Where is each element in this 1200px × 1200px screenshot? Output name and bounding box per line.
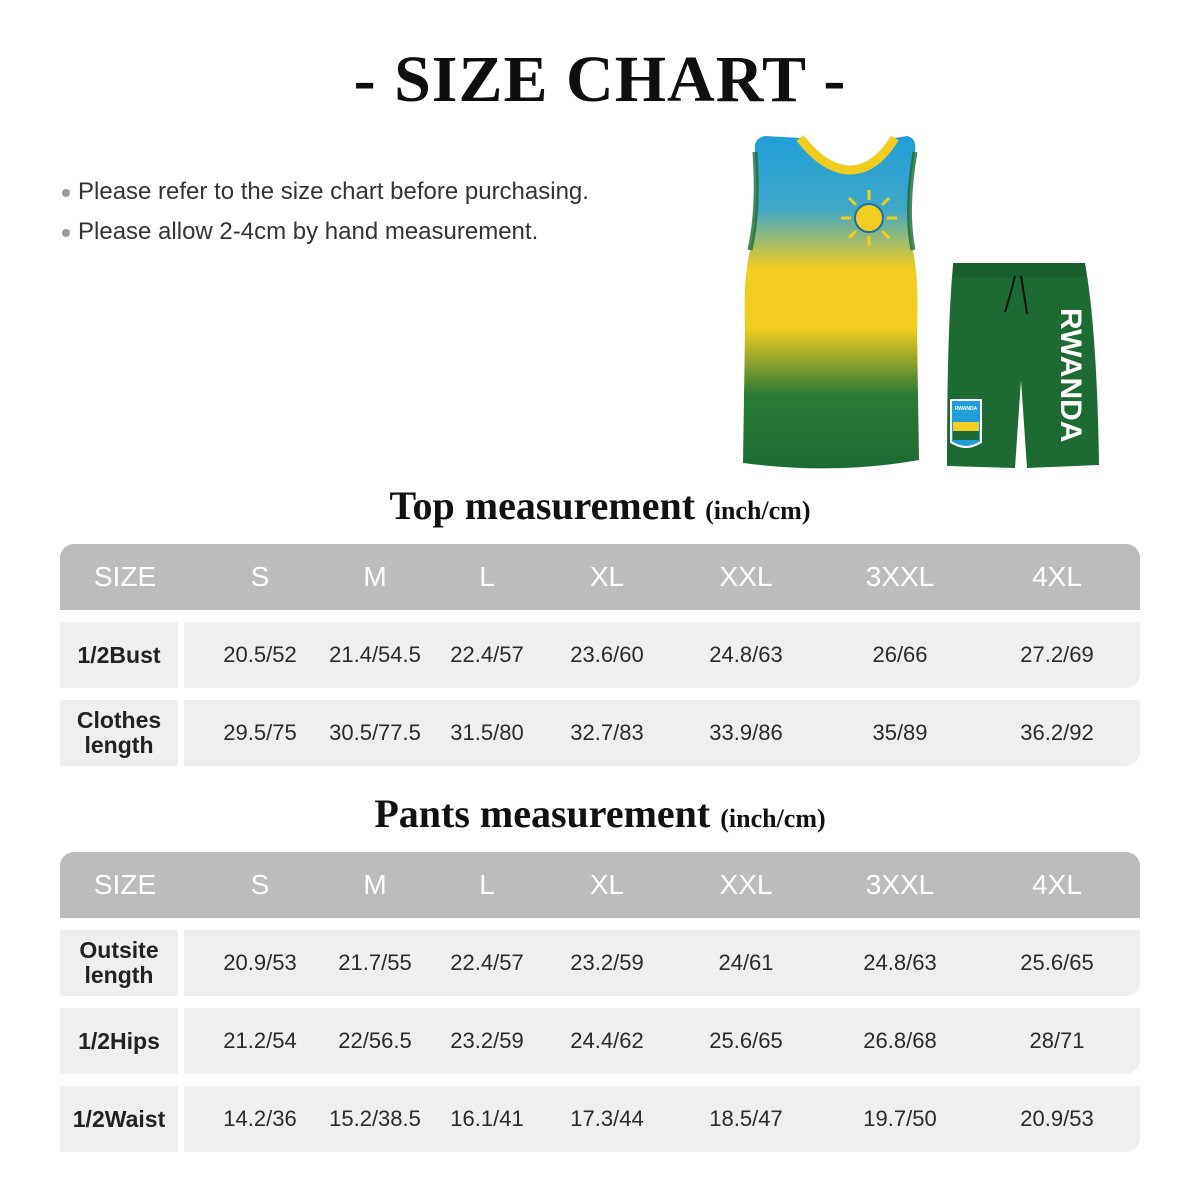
header-cell: 3XXL [865,869,935,900]
table-cell: 20.9/53 [223,950,297,975]
table-cell: 22.4/57 [450,642,524,667]
header-cell: M [363,869,387,900]
shorts-icon [947,263,1099,468]
row-values [184,700,1140,766]
table-cell: 24.8/63 [709,642,783,667]
row-label: Outsite length [60,930,178,996]
table-cell: 22.4/57 [450,950,524,975]
table-cell: 26.8/68 [863,1028,937,1053]
row-values [184,1008,1140,1074]
header-cell: XXL [719,869,773,900]
row-label: 1/2Bust [60,622,178,688]
header-cell: XXL [719,561,773,592]
table-cell: 25.6/65 [1020,950,1094,975]
header-cell: SIZE [93,869,157,900]
top-measurement-title [0,482,1200,529]
table-cell: 19.7/50 [863,1106,937,1131]
page-title: - SIZE CHART - [353,43,847,116]
table-header [60,852,1140,918]
row-label: Clothes length [60,700,178,766]
table-cell: 21.2/54 [223,1028,297,1053]
table-cell: 31.5/80 [450,720,524,745]
table-cell: 16.1/41 [450,1106,524,1131]
table-cell: 30.5/77.5 [329,720,421,745]
table-cell: 36.2/92 [1020,720,1094,745]
table-cell: 20.9/53 [1020,1106,1094,1131]
table-cell: 27.2/69 [1020,642,1094,667]
table-cell: 20.5/52 [223,642,297,667]
table-cell: 33.9/86 [709,720,783,745]
table-cell: 32.7/83 [570,720,644,745]
header-cell: 4XL [1032,869,1082,900]
jersey-icon [743,136,919,468]
pants-measurement-table [60,852,1140,1152]
header-cell: SIZE [93,561,157,592]
table-cell: 23.6/60 [570,642,644,667]
table-cell: 23.2/59 [570,950,644,975]
table-cell: 23.2/59 [450,1028,524,1053]
table-cell: 25.6/65 [709,1028,783,1053]
header-cell: S [250,561,270,592]
table-row [60,1086,1140,1152]
jersey-and-shorts-illustration [725,130,1145,475]
note-item: Please allow 2-4cm by hand measurement. [60,212,589,252]
table-cell: 17.3/44 [570,1106,644,1131]
pants-measurement-title [0,790,1200,837]
table-cell: 14.2/36 [223,1106,297,1131]
top-measurement-table [60,544,1140,766]
row-values [184,1086,1140,1152]
table-cell: 24/61 [718,950,774,975]
table-cell: 35/89 [872,720,928,745]
table-cell: 22/56.5 [338,1028,412,1053]
row-values [184,930,1140,996]
header-cell: XL [589,561,625,592]
section-unit: (inch/cm) [705,496,811,525]
section-title-text: Pants measurement [374,791,711,836]
header-cell: XL [589,869,625,900]
header-cell: L [479,869,495,900]
table-cell: 18.5/47 [709,1106,783,1131]
table-header [60,544,1140,610]
table-cell: 24.8/63 [863,950,937,975]
header-cell: L [479,561,495,592]
header-cell: 4XL [1032,561,1082,592]
table-cell: 15.2/38.5 [329,1106,421,1131]
flag-badge-icon [951,400,981,447]
badge-label: RWANDA [954,406,978,412]
notes-list [60,172,589,252]
table-row [60,930,1140,996]
table-row [60,622,1140,688]
row-label: 1/2Waist [60,1086,178,1152]
product-image [725,130,1145,475]
sun-icon [841,190,897,246]
table-cell: 24.4/62 [570,1028,644,1053]
note-item: Please refer to the size chart before purchasing. [60,172,589,212]
header-cell: 3XXL [865,561,935,592]
table-cell: 21.4/54.5 [329,642,421,667]
header-cell: M [363,561,387,592]
table-cell: 29.5/75 [223,720,297,745]
table-row [60,700,1140,766]
table-cell: 28/71 [1029,1028,1085,1053]
row-label: 1/2Hips [60,1008,178,1074]
table-cell: 21.7/55 [338,950,412,975]
shorts-label: RWANDA [1054,308,1087,443]
section-title-text: Top measurement [389,483,696,528]
section-unit: (inch/cm) [720,804,826,833]
table-row [60,1008,1140,1074]
row-values [184,622,1140,688]
header-cell: S [250,869,270,900]
table-cell: 26/66 [872,642,928,667]
